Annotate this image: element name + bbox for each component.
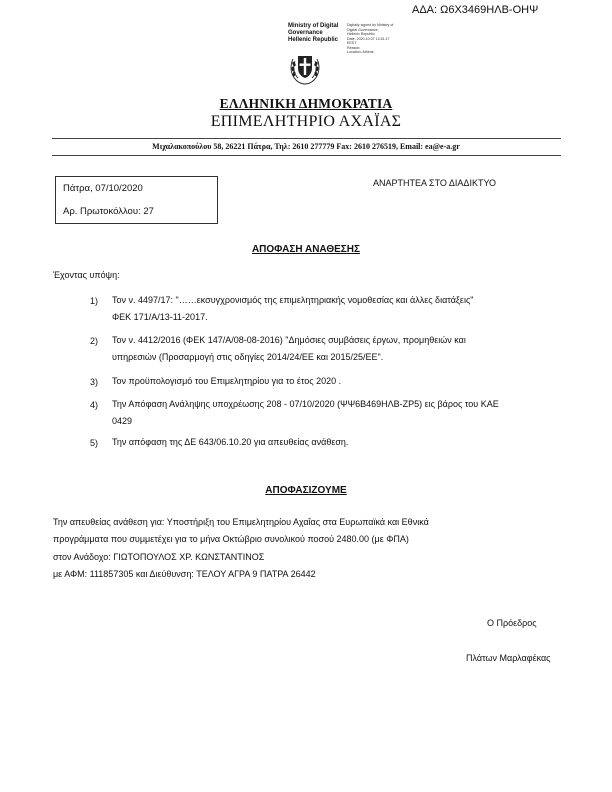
list-item-line: Την Απόφαση Ανάληψης υποχρέωσης 208 - 07/10/2020 (ΨΨ6Β469ΗΛΒ-ΖΡ5) εις βάρος του ΚΑΕ <box>112 399 499 409</box>
list-item-number: 4) <box>90 400 99 410</box>
list-item-line: Τον προϋπολογισμό του Επιμελητηρίου για το έτος 2020 . <box>112 376 342 386</box>
signature-issuer-line: Governance <box>288 30 323 36</box>
ada-code: ΑΔΑ: Ω6Χ3469ΗΛΒ-ΟΗΨ <box>412 4 539 16</box>
decision-line: στον Ανάδοχο: ΓΙΩΤΟΠΟΥΛΟΣ ΧΡ. ΚΩΝΣΤΑΝΤΙΝΟΣ <box>53 551 265 562</box>
decision-line: προγράμματα που συμμετέχει για το μήνα Οκτώβριο συνολικού ποσού 2480.00 (με ΦΠΑ) <box>53 534 409 545</box>
document-date: Πάτρα, 07/10/2020 <box>63 183 143 194</box>
list-item-number: 3) <box>90 377 99 387</box>
list-item-line: Την απόφαση της ΔΕ 643/06.10.20 για απευθείας ανάθεση. <box>112 437 349 447</box>
signature-detail-line: EEST <box>347 41 357 45</box>
decision-line: Την απευθείας ανάθεση για: Υποστήριξη του Επιμελητηρίου Αχαΐας στα Ευρωπαϊκά και Εθνικά <box>53 517 429 527</box>
list-item-line: 0429 <box>112 416 133 426</box>
signatory-role: Ο Πρόεδρος <box>487 618 537 628</box>
list-item-line: ΦΕΚ 171/Α/13-11-2017. <box>112 312 208 322</box>
list-item-number: 1) <box>90 296 99 306</box>
decision-body <box>53 514 563 583</box>
header-divider <box>52 138 561 139</box>
signature-details <box>347 23 407 55</box>
signature-issuer <box>288 23 338 44</box>
signature-detail-line: Reason: <box>347 45 361 50</box>
intro-text: Έχοντας υπόψη: <box>53 270 120 280</box>
signature-detail-line: Hellenic Republic <box>347 32 375 36</box>
info-box <box>55 176 218 224</box>
decision-line: με ΑΦΜ: 111857305 και Διεύθυνση: ΤΕΛΟΥ ΑΓΡΑ 9 ΠΑΤΡΑ 26442 <box>53 568 316 579</box>
signature-detail-line: Date: 2020.10.07 14:51:17 <box>347 36 390 41</box>
posting-note: ΑΝΑΡΤΗΤΕΑ ΣΤΟ ΔΙΑΔΙΚΤΥΟ <box>373 178 496 188</box>
coat-of-arms-icon <box>288 50 322 86</box>
header-line-1: ΕΛΛΗΝΙΚΗ ΔΗΜΟΚΡΑΤΙΑ <box>219 96 393 111</box>
resolution-title: ΑΠΟΦΑΣΙΖΟΥΜΕ <box>265 485 347 496</box>
list-item-number: 5) <box>90 438 99 448</box>
header-address: Μιχαλακοπούλου 58, 26221 Πάτρα, Τηλ: 2610 277779 Fax: 2610 276519, Email: ea@e-a.gr <box>152 142 460 151</box>
list-item <box>112 292 552 326</box>
list-item <box>112 396 552 430</box>
signature-issuer-line: Hellenic Republic <box>288 37 339 43</box>
signature-detail-line: Location: Athens <box>347 50 374 54</box>
signature-detail-line: Digital Governance, <box>347 27 379 32</box>
list-item-line: Τον ν. 4412/2016 (ΦΕΚ 147/Α/08-08-2016) "Δημόσιες συμβάσεις έργων, προμηθειών και <box>112 335 466 345</box>
decision-title: ΑΠΟΦΑΣΗ ΑΝΑΘΕΣΗΣ <box>251 244 361 255</box>
list-item <box>112 332 552 366</box>
list-item <box>112 434 552 451</box>
signature-detail-line: Digitally signed by Ministry of <box>347 23 394 27</box>
list-item <box>112 373 552 390</box>
list-item-number: 2) <box>90 336 99 346</box>
list-item-line: υπηρεσιών (Προσαρμογή στις οδηγίες 2014/24/ΕΕ και 2015/25/ΕΕ". <box>112 352 384 362</box>
list-item-line: Τον ν. 4497/17: "……εκσυγχρονισμός της επιμελητηριακής νομοθεσίας και άλλες διατάξεις" <box>112 295 474 305</box>
signature-issuer-line: Ministry of Digital <box>288 23 339 29</box>
protocol-number: Αρ. Πρωτοκόλλου: 27 <box>63 206 154 217</box>
signatory-name: Πλάτων Μαρλαφέκας <box>466 653 551 663</box>
header-line-2: ΕΠΙΜΕΛΗΤΗΡΙΟ ΑΧΑΪΑΣ <box>210 113 402 130</box>
address-divider <box>52 155 561 156</box>
